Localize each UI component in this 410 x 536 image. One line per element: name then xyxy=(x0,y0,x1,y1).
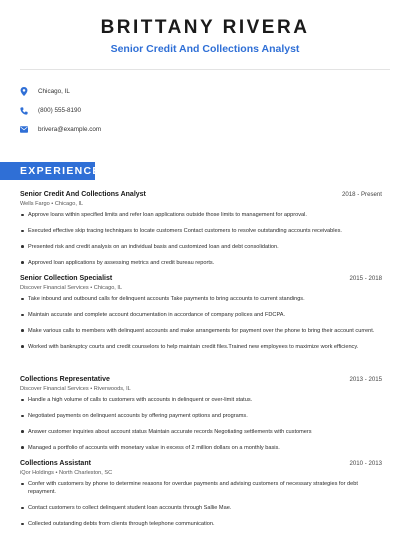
phone-icon xyxy=(20,107,38,115)
contact-phone xyxy=(20,101,390,120)
experience-entry xyxy=(20,190,382,275)
experience-entry xyxy=(20,459,382,536)
list-item: Take inbound and outbound calls for delinquent accounts Take payments to bring accounts to current standings. xyxy=(20,295,382,303)
job-company: Discover Financial Services xyxy=(20,386,89,392)
candidate-title: Senior Credit And Collections Analyst xyxy=(110,43,300,55)
job-company: Wells Fargo xyxy=(20,201,50,207)
list-item: Answer customer inquiries about account status Maintain accurate records Negotiating settlements with customers xyxy=(20,428,382,436)
job-bullets xyxy=(20,211,382,267)
list-item: Maintain accurate and complete account documentation in accordance of company polices and FDCPA. xyxy=(20,311,382,319)
job-dates: 2018 - Present xyxy=(342,191,382,198)
job-dates: 2010 - 2013 xyxy=(349,460,382,467)
job-title: Collections Assistant xyxy=(20,460,91,467)
job-location: North Charleston, SC xyxy=(58,470,113,476)
experience-heading-label: EXPERIENCE xyxy=(20,165,101,177)
job-location: Chicago, IL xyxy=(54,201,84,207)
list-item: Presented risk and credit analysis on an individual basis and customized loan and debt consolidation. xyxy=(20,243,382,251)
job-title: Collections Representative xyxy=(20,376,110,383)
list-item: Confer with customers by phone to determine reasons for overdue payments and advising customers of necessary strategies for debt repayment. xyxy=(20,480,382,496)
list-item: Make various calls to members with delinquent accounts and make arrangements for payment over the phone to bring their account current. xyxy=(20,327,382,335)
job-company: Discover Financial Services xyxy=(20,285,89,291)
job-employer: Discover Financial Services • Riverwoods, IL xyxy=(20,386,131,392)
list-item: Worked with bankruptcy courts and credit counselors to help maintain credit files.Trained new employees to maximize work efficiency. xyxy=(20,343,382,351)
job-title: Senior Credit And Collections Analyst xyxy=(20,191,146,198)
job-bullets xyxy=(20,396,382,452)
contact-phone-text: (800) 555-8190 xyxy=(38,107,82,114)
experience-entry xyxy=(20,375,382,460)
list-item: Collected outstanding debts from clients through telephone communication. xyxy=(20,520,382,528)
job-location: Riverwoods, IL xyxy=(93,386,131,392)
email-icon xyxy=(20,126,38,133)
job-employer: Wells Fargo • Chicago, IL xyxy=(20,201,84,207)
job-company: iQor Holdings xyxy=(20,470,54,476)
job-employer: Discover Financial Services • Chicago, IL xyxy=(20,285,123,291)
list-item: Executed effective skip tracing techniques to locate customers Contact customers to resolve outstanding accounts receivables. xyxy=(20,227,382,235)
list-item: Handle a high volume of calls to customers with accounts in delinquent or over-limit status. xyxy=(20,396,382,404)
contact-location-text: Chicago, IL xyxy=(38,88,70,95)
header-divider xyxy=(20,69,390,70)
contact-list xyxy=(20,82,390,139)
job-employer: iQor Holdings • North Charleston, SC xyxy=(20,470,113,476)
job-dates: 2015 - 2018 xyxy=(349,275,382,282)
job-dates: 2013 - 2015 xyxy=(349,376,382,383)
job-bullets xyxy=(20,480,382,528)
experience-section-heading xyxy=(0,162,101,180)
list-item: Approved loan applications by assessing metrics and credit bureau reports. xyxy=(20,259,382,267)
list-item: Negotiated payments on delinquent accounts by offering payment options and programs. xyxy=(20,412,382,420)
contact-email-text[interactable]: brivera@example.com xyxy=(38,126,102,133)
job-title: Senior Collection Specialist xyxy=(20,275,113,282)
job-bullets xyxy=(20,295,382,351)
list-item: Approve loans within specified limits and refer loan applications outside those limits to management for approval. xyxy=(20,211,382,219)
list-item: Contact customers to collect delinquent student loan accounts through Sallie Mae. xyxy=(20,504,382,512)
contact-email[interactable] xyxy=(20,120,390,139)
experience-entry xyxy=(20,274,382,359)
candidate-name: BRITTANY RIVERA xyxy=(100,17,310,38)
location-pin-icon xyxy=(20,87,38,96)
job-location: Chicago, IL xyxy=(93,285,123,291)
list-item: Managed a portfolio of accounts with monetary value in excess of 2 million dollars on a monthly basis. xyxy=(20,444,382,452)
resume-header xyxy=(0,0,410,56)
contact-location xyxy=(20,82,390,101)
